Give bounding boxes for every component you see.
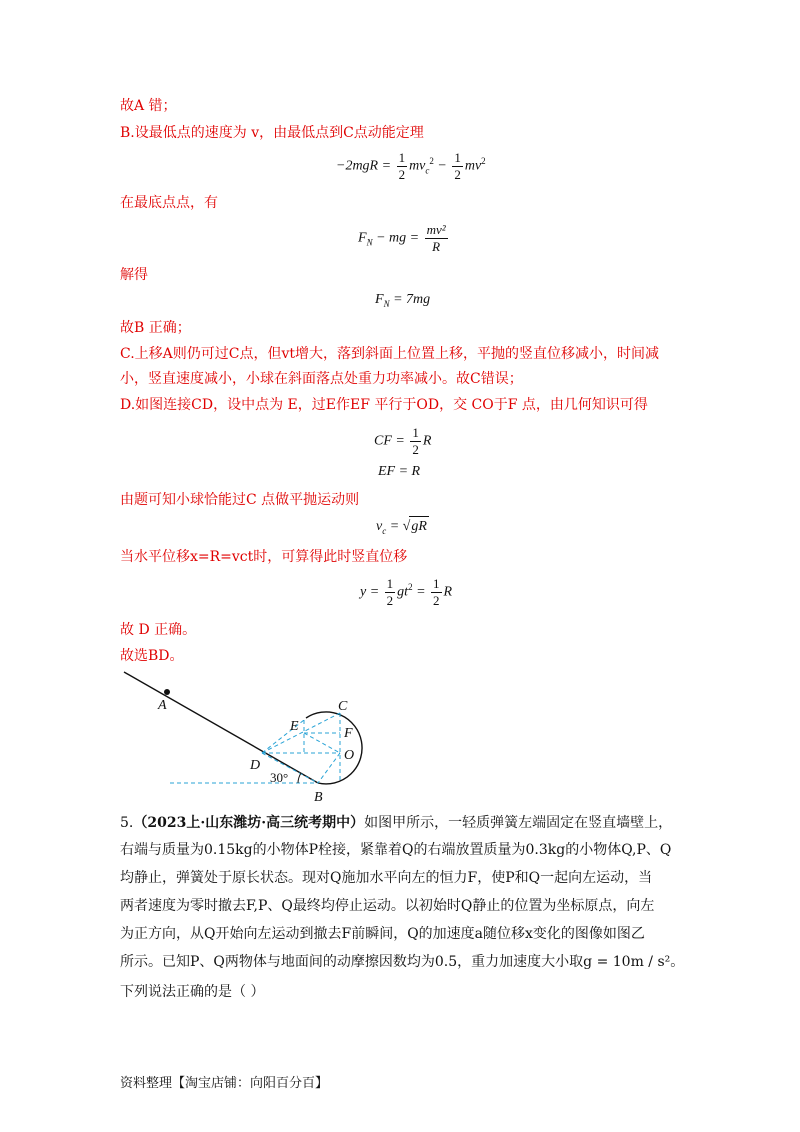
question-line5: 为正方向，从Q开始向左运动到撤去F前瞬间，Q的加速度a随位移x变化的图像如图乙 xyxy=(120,926,645,942)
footer-source: 资料整理【淘宝店铺：向阳百分百】 xyxy=(120,1076,329,1091)
line-eo xyxy=(304,733,340,753)
equation-energy: −2mgR = $\frac{1}{2}$ $mv_c^2$ − $\frac{1}{2}$ $mv^2$ xyxy=(336,150,486,182)
label-o: O xyxy=(344,748,355,763)
solution-a-wrong: 故A 错； xyxy=(120,98,177,114)
solution-d-correct: 故 D 正确。 xyxy=(120,622,197,638)
angle-arc xyxy=(298,773,301,783)
label-e: E xyxy=(290,719,299,734)
equation-cf: CF = $\frac{1}{2}$ R xyxy=(374,425,432,457)
solution-b-intro: B.设最低点的速度为 v，由最低点到C点动能定理 xyxy=(120,125,424,141)
question-line1: 5.（2023上·山东潍坊·高三统考期中）如图甲所示，一轻质弹簧左端固定在竖直墙壁上， xyxy=(120,815,673,831)
solution-b-lowest: 在最底点点，有 xyxy=(120,195,218,211)
question-line6: 所示。已知P、Q两物体与地面间的动摩擦因数均为0.5，重力加速度大小取g = 10m / s²。 xyxy=(120,954,685,970)
solution-d-line1: D.如图连接CD，设中点为 E，过E作EF 平行于OD，交 CO于F 点，由几何知识可得 xyxy=(120,397,648,413)
geometry-diagram xyxy=(120,668,400,808)
solution-d-known: 由题可知小球恰能过C 点做平抛运动则 xyxy=(120,492,360,508)
equation-force: $F_N$ − mg = $\frac{\text{mv²}}{R}$ xyxy=(358,222,446,254)
label-f: F xyxy=(344,726,353,741)
ball-a xyxy=(164,689,170,695)
equation-ef: EF = R xyxy=(378,464,421,479)
question-line3: 均静止，弹簧处于原长状态。现对Q施加水平向左的恒力F，使P和Q一起向左运动，当 xyxy=(120,870,653,886)
solution-b-solve: 解得 xyxy=(120,267,148,283)
solution-answer: 故选BD。 xyxy=(120,648,184,664)
label-d: D xyxy=(250,758,261,773)
solution-d-horizontal: 当水平位移x=R=vct时，可算得此时竖直位移 xyxy=(120,549,408,565)
question-source: （2023上·山东潍坊·高三统考期中） xyxy=(133,815,365,831)
solution-b-correct: 故B 正确； xyxy=(120,320,191,336)
incline-line xyxy=(124,672,318,783)
solution-c-line2: 小，竖直速度减小，小球在斜面落点处重力功率减小。故C错误； xyxy=(120,371,523,387)
equation-vc: $v_c = √gR$ xyxy=(376,516,429,541)
question-line7: 下列说法正确的是（ ） xyxy=(120,984,265,1000)
line-ob xyxy=(318,753,340,783)
label-angle: 30° xyxy=(270,770,289,785)
question-line2: 右端与质量为0.15kg的小物体P栓接，紧靠着Q的右端放置质量为0.3kg的小物体Q,P、Q xyxy=(120,842,672,858)
label-c: C xyxy=(338,699,348,714)
label-a: A xyxy=(158,698,167,713)
solution-c-line1: C.上移A则仍可过C点，但vt增大，落到斜面上位置上移，平抛的竖直位移减小，时间减 xyxy=(120,346,660,362)
label-b: B xyxy=(314,790,323,805)
equation-y: y = $\frac{1}{2}$ $gt^2$ = $\frac{1}{2}$ R xyxy=(360,576,453,608)
question-line4: 两者速度为零时撤去F,P、Q最终均停止运动。以初始时Q静止的位置为坐标原点，向左 xyxy=(120,898,655,914)
equation-result-fn: $F_N = 7mg$ xyxy=(375,292,431,309)
